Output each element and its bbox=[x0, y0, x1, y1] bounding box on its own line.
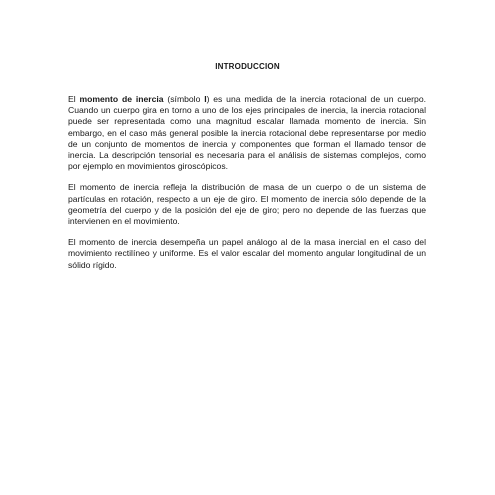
paragraph-1 bbox=[68, 94, 426, 172]
paragraph-1-term: momento de inercia bbox=[79, 94, 164, 104]
paragraph-1-symbol: I bbox=[204, 94, 207, 104]
paragraph-1-rest: ) es una medida de la inercia rotacional de un cuerpo. Cuando un cuerpo gira en torno a uno de los ejes principales de inercia, la inercia rotacional puede ser representada como una magnitud escalar llamada momento de inercia. Sin embargo, en el caso más general posible la inercia rotacional debe representarse por medio de un conjunto de momentos de inercia y componentes que forman el llamado tensor de inercia. La descripción tensorial es necesaria para el análisis de sistemas complejos, como por ejemplo en movimientos giroscópicos. bbox=[68, 94, 426, 172]
paragraph-3: El momento de inercia desempeña un papel análogo al de la masa inercial en el caso del movimiento rectilíneo y uniforme. Es el valor escalar del momento angular longitudinal de un sólido rígido. bbox=[68, 237, 426, 270]
paragraph-2: El momento de inercia refleja la distribución de masa de un cuerpo o de un sistema de partículas en rotación, respecto a un eje de giro. El momento de inercia sólo depende de la geometría del cuerpo y de la posición del eje de giro; pero no depende de las fuerzas que intervienen en el movimiento. bbox=[68, 182, 426, 227]
document-title: INTRODUCCION bbox=[215, 62, 280, 71]
paragraph-1-lead: El bbox=[68, 94, 80, 104]
document-body bbox=[68, 94, 426, 281]
paragraph-1-mid: (símbolo bbox=[163, 94, 205, 104]
